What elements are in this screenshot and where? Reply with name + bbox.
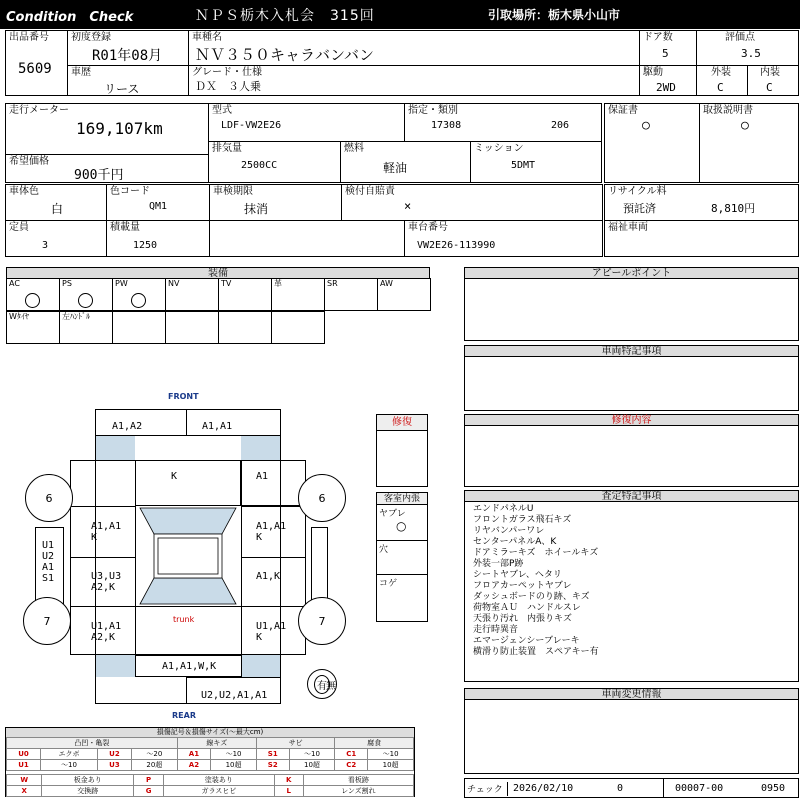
lot-box xyxy=(5,30,68,96)
load-value: 1250 xyxy=(133,240,158,251)
equip-label: Wﾀｲﾔ xyxy=(9,312,29,321)
warranty-value: ○ xyxy=(642,118,650,133)
front-bumper-left-text: A1,A2 xyxy=(112,421,143,432)
change-info-title: 車両変更情報 xyxy=(464,688,799,700)
tire-front-right xyxy=(298,474,346,522)
right-door1-text: A1,A1 K xyxy=(256,521,287,543)
cabin-hole-label: 穴 xyxy=(379,545,389,555)
model-box xyxy=(208,103,405,142)
equip-row2-cell xyxy=(165,311,219,344)
appeal-box xyxy=(464,278,799,341)
equip-label: 左ﾊﾝﾄﾞﾙ xyxy=(62,312,90,321)
load-box xyxy=(106,220,210,257)
side-list-text: U1 U2 A1 S1 xyxy=(42,540,55,584)
equip-row2-cell xyxy=(324,311,378,344)
cabin-tear-label: ヤブレ xyxy=(379,509,406,519)
legend2-cell: L xyxy=(274,786,303,797)
cabin-hole xyxy=(377,541,427,575)
equipment-title: 装備 xyxy=(6,267,430,279)
special-title: 車両特記事項 xyxy=(464,345,799,357)
side-strip-right xyxy=(311,527,328,607)
mileage-label: 走行メーター xyxy=(9,105,69,116)
legend-header: サビ xyxy=(256,738,334,749)
front-fender-right-text: A1 xyxy=(256,471,269,482)
lot-label: 出品番号 xyxy=(9,32,49,43)
first-reg-value: R01年08月 xyxy=(92,48,163,64)
legend-header: 凸凹・亀裂 xyxy=(7,738,178,749)
note-line: エンドパネルU xyxy=(473,504,534,514)
rear-label: REAR xyxy=(172,711,196,720)
cabin-burn xyxy=(377,575,427,621)
tire-front-left xyxy=(25,474,73,522)
equip-row2-cell xyxy=(377,311,431,344)
ext-label: 外装 xyxy=(711,67,731,78)
header-bar xyxy=(0,0,800,29)
left-door2-text: U3,U3 A2,K xyxy=(91,571,122,593)
load-label: 積載量 xyxy=(110,222,140,233)
special-box xyxy=(464,356,799,411)
mission-label: ミッション xyxy=(474,143,524,154)
legend2-cell: X xyxy=(7,786,42,797)
legend-cell: A2 xyxy=(177,760,210,771)
appeal-title: アピールポイント xyxy=(464,267,799,279)
designation-box xyxy=(404,103,602,142)
spare-tire-text: 有 xyxy=(314,675,330,694)
equip-label: 革 xyxy=(274,279,282,288)
legend-cell: ～10 xyxy=(368,749,414,760)
header-title-left: Condition Check xyxy=(6,10,134,25)
legend2-cell: 交換跡 xyxy=(42,786,134,797)
manual-box xyxy=(699,103,799,183)
tire-rear-left xyxy=(23,597,71,645)
mission-box xyxy=(470,141,602,183)
price-box xyxy=(5,154,209,183)
mileage-value: 169,107km xyxy=(76,119,163,138)
equip-ac xyxy=(6,278,60,311)
grade-box xyxy=(188,65,640,96)
legend-cell: 10超 xyxy=(289,760,335,771)
check-label: チェック xyxy=(467,782,508,796)
legend2-cell: 塗装あり xyxy=(164,775,275,786)
note-line: 横滑り防止装置 スペアキー有 xyxy=(473,647,599,657)
note-line: エマージェンシーブレーキ xyxy=(473,636,580,646)
drive-box xyxy=(639,65,697,96)
rear-light-right xyxy=(241,655,280,677)
car-name-box xyxy=(188,30,640,66)
cabin-tear xyxy=(377,505,427,541)
legend-cell: C2 xyxy=(335,760,368,771)
designation-b: 206 xyxy=(551,120,570,131)
front-light-right xyxy=(241,436,280,460)
check-code-a: 0 xyxy=(617,783,624,794)
recycle-b: 8,810円 xyxy=(711,202,756,215)
warranty-box xyxy=(604,103,700,183)
repair-content-title: 修復内容 xyxy=(464,414,799,426)
roof-svg xyxy=(138,506,238,606)
legend-title: 損傷記号＆損傷サイズ(～最大cm) xyxy=(6,728,414,737)
displacement-box xyxy=(208,141,341,183)
legend-table xyxy=(6,737,414,771)
equip-row2-cell xyxy=(271,311,325,344)
capacity-value: 3 xyxy=(42,240,49,251)
check-circle-icon xyxy=(131,293,146,308)
fuel-label: 燃料 xyxy=(344,143,364,154)
legend-cell: U2 xyxy=(97,749,131,760)
manual-value: ○ xyxy=(741,118,749,133)
inspection-box xyxy=(209,184,342,221)
insurance-label: 検付自賠責 xyxy=(345,186,395,197)
footer-divider xyxy=(663,779,664,797)
rear-panel-text: A1,A1,W,K xyxy=(162,661,217,672)
colorcode-value: QM1 xyxy=(149,201,168,212)
equip-label: SR xyxy=(327,279,338,288)
equip-row2-cell xyxy=(6,311,60,344)
doors-label: ドア数 xyxy=(643,32,673,43)
warranty-label: 保証書 xyxy=(608,105,638,116)
trunk-panel xyxy=(135,606,242,655)
color-value: 白 xyxy=(51,202,64,216)
check-code-b: 00007-00 xyxy=(675,783,724,794)
lot-value: 5609 xyxy=(18,61,52,77)
note-line: シートヤブレ、ヘタリ xyxy=(473,570,562,580)
equip-nv xyxy=(165,278,219,311)
first-reg-box xyxy=(67,30,189,66)
chassis-value: VW2E26-113990 xyxy=(417,240,496,251)
legend-cell: ～10 xyxy=(211,749,257,760)
equip-aw xyxy=(377,278,431,311)
car-name-value: ＮＶ３５０キャラバンバン xyxy=(195,46,374,64)
front-label: FRONT xyxy=(168,392,199,401)
drive-label: 駆動 xyxy=(643,67,663,78)
inspection-label: 車検期限 xyxy=(213,186,253,197)
legend-cell: U0 xyxy=(7,749,41,760)
insurance-value: × xyxy=(404,199,412,213)
note-line: センターパネルA、K xyxy=(473,537,557,547)
legend2-cell: P xyxy=(134,775,164,786)
empty-box xyxy=(209,220,405,257)
designation-a: 17308 xyxy=(431,120,462,131)
car-name-label: 車種名 xyxy=(192,32,222,43)
left-rear-text: U1,A1 A2,K xyxy=(91,621,122,643)
front-bumper-right-text: A1,A1 xyxy=(202,421,233,432)
trunk-label: trunk xyxy=(173,615,195,624)
equip-label: AC xyxy=(9,279,20,288)
color-label: 車体色 xyxy=(9,186,39,197)
rear-bumper-text: U2,U2,A1,A1 xyxy=(201,690,268,701)
right-door2 xyxy=(241,557,306,607)
check-code-c: 0950 xyxy=(761,783,786,794)
cabin-burn-label: コゲ xyxy=(379,579,398,589)
legend2-cell: W xyxy=(7,775,42,786)
welfare-box xyxy=(604,220,799,257)
equip-tv xyxy=(218,278,272,311)
legend2-cell: レンズ割れ xyxy=(303,786,413,797)
legend-cell: C1 xyxy=(335,749,368,760)
note-line: ドアミラーキズ ホイールキズ xyxy=(473,548,599,558)
equip-label: PS xyxy=(62,279,72,288)
capacity-box xyxy=(5,220,107,257)
doors-value: 5 xyxy=(662,47,669,60)
int-value: C xyxy=(766,81,773,94)
model-label: 型式 xyxy=(212,105,232,116)
note-line: リヤバンパーワレ xyxy=(473,526,545,536)
ext-box xyxy=(696,65,748,96)
int-box xyxy=(747,65,799,96)
legend-cell: ～20 xyxy=(131,749,177,760)
hood-panel xyxy=(135,460,241,506)
right-rear-text: U1,A1 K xyxy=(256,621,287,643)
legend-cell: 10超 xyxy=(368,760,414,771)
legend2-cell: K xyxy=(274,775,303,786)
inspection-value: 抹消 xyxy=(244,202,269,216)
equip-革 xyxy=(271,278,325,311)
legend2-cell: G xyxy=(134,786,164,797)
legend-cell: U1 xyxy=(7,760,41,771)
grade-label: グレード・仕様 xyxy=(192,67,262,78)
equip-sr xyxy=(324,278,378,311)
inspection-notes-title: 査定特記事項 xyxy=(464,490,799,502)
score-label: 評価点 xyxy=(725,32,755,43)
left-door1-text: A1,A1 K xyxy=(91,521,122,543)
equip-label: PW xyxy=(115,279,128,288)
tire-rear-right xyxy=(298,597,346,645)
legend-cell: U3 xyxy=(97,760,131,771)
header-center: ＮＰＳ栃木入札会 315回 xyxy=(195,8,375,24)
repair-content-box xyxy=(464,425,799,487)
front-fender-right xyxy=(241,460,306,506)
tire-rear-right-text: 7 xyxy=(318,614,326,628)
score-value: 3.5 xyxy=(741,47,761,60)
equip-row2-cell xyxy=(218,311,272,344)
history-value: リース xyxy=(104,82,140,96)
recycle-a: 預託済 xyxy=(623,202,656,215)
note-line: ダッシュボードのり跡、キズ xyxy=(473,592,590,602)
cabin-tear-mark: ○ xyxy=(396,519,407,533)
inspection-notes-box xyxy=(464,501,799,682)
price-value: 900千円 xyxy=(74,168,124,183)
legend2-cell: ガラスヒビ xyxy=(164,786,275,797)
colorcode-box xyxy=(106,184,210,221)
recycle-box xyxy=(604,184,799,221)
fuel-value: 軽油 xyxy=(383,161,408,175)
spare-none-text: 無 xyxy=(326,681,336,692)
rear-light-left xyxy=(96,655,135,677)
roof-area xyxy=(138,506,238,606)
equip-pw xyxy=(112,278,166,311)
color-box xyxy=(5,184,107,221)
change-info-box xyxy=(464,699,799,774)
front-bumper-right xyxy=(186,409,281,436)
displacement-value: 2500CC xyxy=(241,160,278,171)
history-label: 車歴 xyxy=(71,67,91,78)
header-right: 引取場所：栃木県小山市 xyxy=(488,8,621,22)
repair-box xyxy=(376,414,428,487)
designation-label: 指定・類別 xyxy=(408,105,458,116)
equip-label: TV xyxy=(221,279,232,288)
fuel-box xyxy=(340,141,471,183)
history-box xyxy=(67,65,189,96)
model-value: LDF-VW2E26 xyxy=(221,120,282,131)
recycle-label: リサイクル料 xyxy=(608,186,667,197)
displacement-label: 排気量 xyxy=(212,143,242,154)
insurance-box xyxy=(341,184,603,221)
mileage-box xyxy=(5,103,209,155)
cabin-title: 客室内張 xyxy=(377,493,427,505)
legend-cell: 20超 xyxy=(131,760,177,771)
legend-cell: ～10 xyxy=(41,760,98,771)
check-circle-icon xyxy=(25,293,40,308)
legend2-cell: 板金あり xyxy=(42,775,134,786)
welfare-label: 福祉車両 xyxy=(608,222,648,233)
footer-bar xyxy=(464,778,799,798)
note-line: フロントガラス飛石キズ xyxy=(473,515,572,525)
right-door2-text: A1,K xyxy=(256,571,281,582)
note-line: 外装一部P跡 xyxy=(473,559,524,569)
int-label: 内装 xyxy=(760,67,780,78)
chassis-box xyxy=(404,220,603,257)
legend-cell: S2 xyxy=(256,760,289,771)
check-circle-icon xyxy=(78,293,93,308)
equip-label: AW xyxy=(380,279,393,288)
note-line: フロアカーペットヤブレ xyxy=(473,581,572,591)
legend-header: 腐食 xyxy=(335,738,414,749)
legend-cell: ～10 xyxy=(289,749,335,760)
ext-value: C xyxy=(717,81,724,94)
legend2-cell: 看板跡 xyxy=(303,775,413,786)
legend-cell: S1 xyxy=(256,749,289,760)
legend-cell: 10超 xyxy=(211,760,257,771)
legend-table2 xyxy=(6,774,414,797)
legend-cell: エクボ xyxy=(41,749,98,760)
note-line: 走行時異音 xyxy=(473,625,519,635)
tire-front-left-text: 6 xyxy=(45,491,53,505)
note-line: 荷物室ＡＵ ハンドルスレ xyxy=(473,603,581,613)
hood-text: K xyxy=(171,471,178,482)
price-label: 希望価格 xyxy=(9,156,49,167)
manual-label: 取扱説明書 xyxy=(703,105,753,116)
equip-row2-cell xyxy=(59,311,113,344)
note-line: 天張り汚れ 内張りキズ xyxy=(473,614,572,624)
legend-header: 線キズ xyxy=(177,738,256,749)
front-light-left xyxy=(96,436,135,460)
check-date: 2026/02/10 xyxy=(513,783,574,794)
legend-cell: A1 xyxy=(177,749,210,760)
equip-row2-cell xyxy=(112,311,166,344)
repair-title: 修復 xyxy=(377,415,427,431)
colorcode-label: 色コード xyxy=(110,186,150,197)
grade-value: ＤＸ ３人乗 xyxy=(195,80,261,93)
tire-rear-left-text: 7 xyxy=(43,614,51,628)
equip-label: NV xyxy=(168,279,180,288)
first-reg-label: 初度登録 xyxy=(71,32,111,43)
equip-ps xyxy=(59,278,113,311)
cabin-box xyxy=(376,492,428,622)
chassis-label: 車台番号 xyxy=(408,222,448,233)
doors-box xyxy=(639,30,697,66)
score-box xyxy=(696,30,799,66)
tire-front-right-text: 6 xyxy=(318,491,326,505)
mission-value: 5DMT xyxy=(511,160,536,171)
capacity-label: 定員 xyxy=(9,222,29,233)
drive-value: 2WD xyxy=(656,81,676,94)
